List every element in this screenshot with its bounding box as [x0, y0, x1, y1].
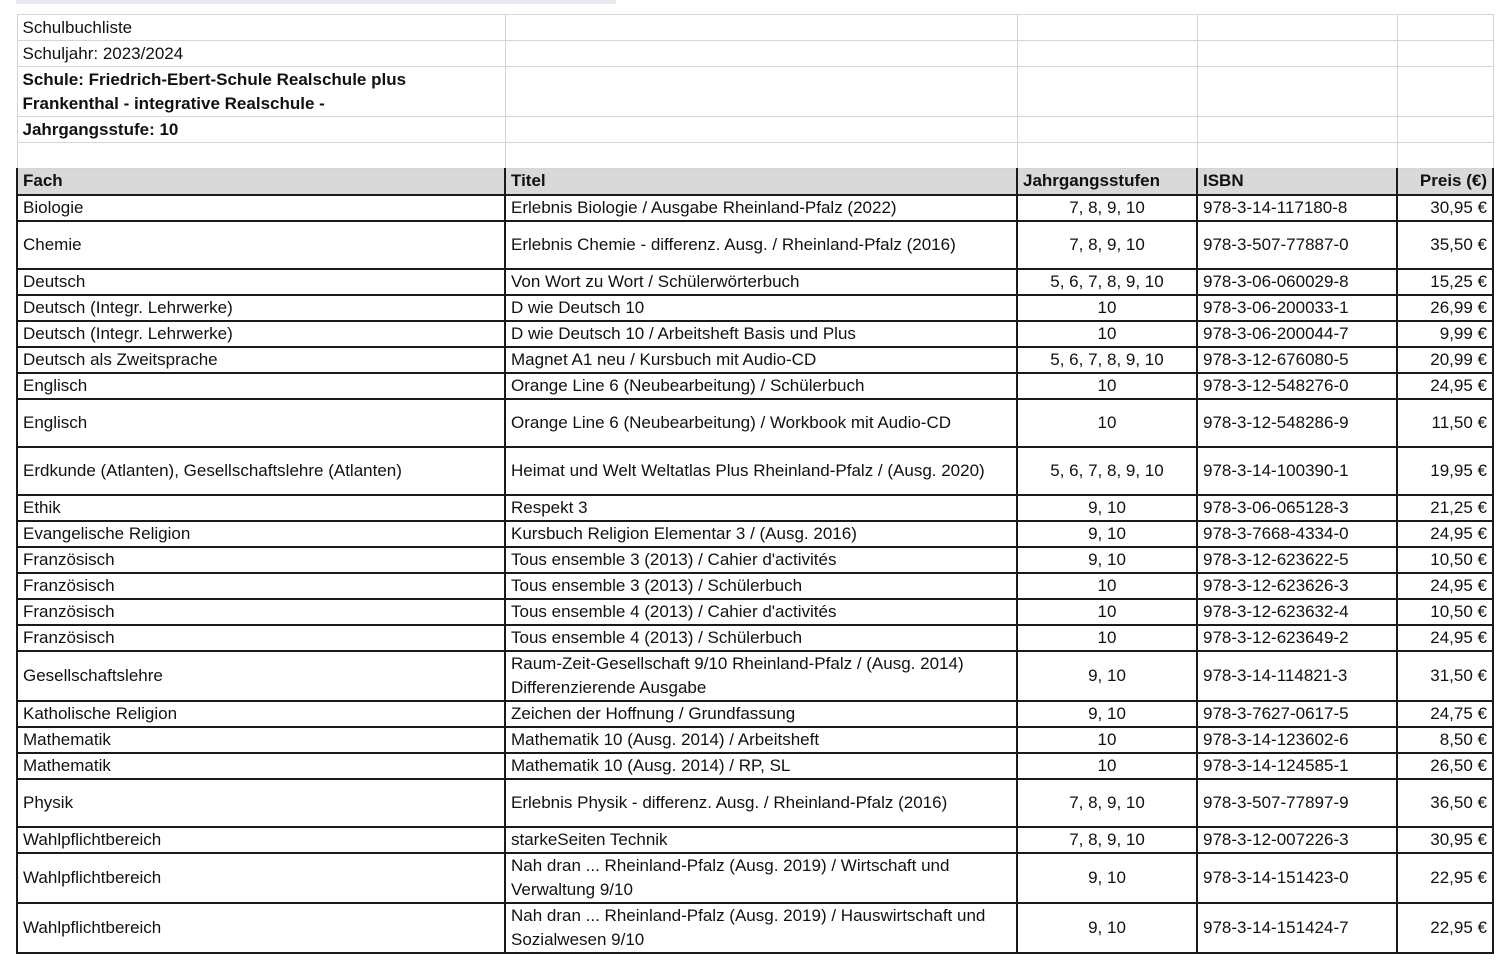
col-header-titel: Titel: [505, 169, 1017, 195]
cell-fach: Physik: [17, 779, 505, 827]
cell-titel: Heimat und Welt Weltatlas Plus Rheinland-Pfalz / (Ausg. 2020): [505, 447, 1017, 495]
cell-preis: 36,50 €: [1397, 779, 1493, 827]
cell-titel: D wie Deutsch 10 / Arbeitsheft Basis und Plus: [505, 321, 1017, 347]
table-row: [17, 495, 1493, 521]
table-row: [17, 347, 1493, 373]
cell-preis: 24,95 €: [1397, 625, 1493, 651]
table-row: [17, 269, 1493, 295]
col-header-fach: Fach: [17, 169, 505, 195]
cell-preis: 24,75 €: [1397, 701, 1493, 727]
cell-fach: Deutsch (Integr. Lehrwerke): [17, 321, 505, 347]
cell-isbn: 978-3-14-124585-1: [1197, 753, 1397, 779]
cell-fach: Ethik: [17, 495, 505, 521]
cell-fach: Mathematik: [17, 753, 505, 779]
cell-jahrgang: 5, 6, 7, 8, 9, 10: [1017, 347, 1197, 373]
school-name: [17, 67, 505, 117]
cell-jahrgang: 5, 6, 7, 8, 9, 10: [1017, 269, 1197, 295]
cell-jahrgang: 10: [1017, 295, 1197, 321]
table-row: [17, 373, 1493, 399]
cell-isbn: 978-3-14-123602-6: [1197, 727, 1397, 753]
table-row: [17, 701, 1493, 727]
cell-fach: Wahlpflichtbereich: [17, 853, 505, 903]
cell-fach: Katholische Religion: [17, 701, 505, 727]
cell-titel: Tous ensemble 4 (2013) / Schülerbuch: [505, 625, 1017, 651]
cell-titel: Erlebnis Physik - differenz. Ausg. / Rheinland-Pfalz (2016): [505, 779, 1017, 827]
table-row: [17, 599, 1493, 625]
cell-isbn: 978-3-12-623632-4: [1197, 599, 1397, 625]
cell-jahrgang: 10: [1017, 373, 1197, 399]
spacer-row: [17, 143, 1493, 169]
cell-titel: Tous ensemble 4 (2013) / Cahier d'activités: [505, 599, 1017, 625]
cell-titel: Magnet A1 neu / Kursbuch mit Audio-CD: [505, 347, 1017, 373]
table-row: [17, 447, 1493, 495]
table-row: [17, 853, 1493, 903]
cell-preis: 30,95 €: [1397, 827, 1493, 853]
cell-preis: 19,95 €: [1397, 447, 1493, 495]
cell-jahrgang: 9, 10: [1017, 651, 1197, 701]
cell-preis: 35,50 €: [1397, 221, 1493, 269]
cell-titel: Orange Line 6 (Neubearbeitung) / Workbook mit Audio-CD: [505, 399, 1017, 447]
table-row: [17, 827, 1493, 853]
cell-preis: 11,50 €: [1397, 399, 1493, 447]
cell-isbn: 978-3-06-060029-8: [1197, 269, 1397, 295]
cell-titel: Erlebnis Biologie / Ausgabe Rheinland-Pfalz (2022): [505, 195, 1017, 221]
cell-titel: Zeichen der Hoffnung / Grundfassung: [505, 701, 1017, 727]
cell-titel: Raum-Zeit-Gesellschaft 9/10 Rheinland-Pfalz / (Ausg. 2014) Differenzierende Ausgabe: [505, 651, 1017, 701]
table-row: [17, 321, 1493, 347]
cell-preis: 9,99 €: [1397, 321, 1493, 347]
cell-titel: Erlebnis Chemie - differenz. Ausg. / Rheinland-Pfalz (2016): [505, 221, 1017, 269]
cell-jahrgang: 7, 8, 9, 10: [1017, 827, 1197, 853]
table-row: [17, 573, 1493, 599]
cell-jahrgang: 5, 6, 7, 8, 9, 10: [1017, 447, 1197, 495]
cell-jahrgang: 9, 10: [1017, 903, 1197, 953]
cell-isbn: 978-3-12-676080-5: [1197, 347, 1397, 373]
cell-isbn: 978-3-06-065128-3: [1197, 495, 1397, 521]
cell-preis: 30,95 €: [1397, 195, 1493, 221]
table-row: [17, 753, 1493, 779]
cell-preis: 8,50 €: [1397, 727, 1493, 753]
cell-jahrgang: 10: [1017, 753, 1197, 779]
cell-fach: Wahlpflichtbereich: [17, 827, 505, 853]
cell-isbn: 978-3-14-117180-8: [1197, 195, 1397, 221]
cell-fach: Englisch: [17, 373, 505, 399]
cell-jahrgang: 9, 10: [1017, 701, 1197, 727]
cell-jahrgang: 7, 8, 9, 10: [1017, 195, 1197, 221]
table-row: [17, 221, 1493, 269]
cell-jahrgang: 10: [1017, 399, 1197, 447]
cell-preis: 31,50 €: [1397, 651, 1493, 701]
cell-isbn: 978-3-14-151424-7: [1197, 903, 1397, 953]
cell-jahrgang: 7, 8, 9, 10: [1017, 779, 1197, 827]
cell-jahrgang: 10: [1017, 727, 1197, 753]
cell-titel: Kursbuch Religion Elementar 3 / (Ausg. 2016): [505, 521, 1017, 547]
cell-preis: 10,50 €: [1397, 599, 1493, 625]
table-header: [17, 169, 1493, 195]
cell-preis: 26,50 €: [1397, 753, 1493, 779]
meta-row: [17, 67, 1493, 117]
table-row: [17, 399, 1493, 447]
table-row: [17, 521, 1493, 547]
cell-preis: 20,99 €: [1397, 347, 1493, 373]
cell-preis: 26,99 €: [1397, 295, 1493, 321]
cell-preis: 15,25 €: [1397, 269, 1493, 295]
cell-titel: D wie Deutsch 10: [505, 295, 1017, 321]
cell-preis: 10,50 €: [1397, 547, 1493, 573]
table-row: [17, 779, 1493, 827]
cell-preis: 24,95 €: [1397, 373, 1493, 399]
cell-isbn: 978-3-12-007226-3: [1197, 827, 1397, 853]
cell-isbn: 978-3-7668-4334-0: [1197, 521, 1397, 547]
cell-isbn: 978-3-14-100390-1: [1197, 447, 1397, 495]
cell-jahrgang: 10: [1017, 573, 1197, 599]
cell-fach: Wahlpflichtbereich: [17, 903, 505, 953]
cell-titel: Orange Line 6 (Neubearbeitung) / Schülerbuch: [505, 373, 1017, 399]
cell-titel: Tous ensemble 3 (2013) / Schülerbuch: [505, 573, 1017, 599]
cell-isbn: 978-3-7627-0617-5: [1197, 701, 1397, 727]
cell-isbn: 978-3-12-623622-5: [1197, 547, 1397, 573]
cell-isbn: 978-3-12-623626-3: [1197, 573, 1397, 599]
school-name-line2: Frankenthal - integrative Realschule -: [22, 93, 325, 113]
cell-preis: 24,95 €: [1397, 521, 1493, 547]
cell-fach: Chemie: [17, 221, 505, 269]
table-row: [17, 903, 1493, 953]
cell-titel: Von Wort zu Wort / Schülerwörterbuch: [505, 269, 1017, 295]
cell-titel: Tous ensemble 3 (2013) / Cahier d'activités: [505, 547, 1017, 573]
cell-isbn: 978-3-06-200044-7: [1197, 321, 1397, 347]
cell-jahrgang: 9, 10: [1017, 521, 1197, 547]
cell-fach: Französisch: [17, 625, 505, 651]
table-row: [17, 727, 1493, 753]
cell-isbn: 978-3-12-623649-2: [1197, 625, 1397, 651]
col-header-preis: Preis (€): [1397, 169, 1493, 195]
table-row: [17, 195, 1493, 221]
cell-fach: Erdkunde (Atlanten), Gesellschaftslehre (Atlanten): [17, 447, 505, 495]
cell-fach: Deutsch als Zweitsprache: [17, 347, 505, 373]
list-title: Schulbuchliste: [17, 15, 505, 41]
cell-preis: 21,25 €: [1397, 495, 1493, 521]
cell-preis: 24,95 €: [1397, 573, 1493, 599]
cell-fach: Deutsch: [17, 269, 505, 295]
cell-jahrgang: 10: [1017, 321, 1197, 347]
table-row: [17, 651, 1493, 701]
cell-fach: Mathematik: [17, 727, 505, 753]
school-year: Schuljahr: 2023/2024: [17, 41, 505, 67]
cell-titel: Mathematik 10 (Ausg. 2014) / RP, SL: [505, 753, 1017, 779]
col-header-isbn: ISBN: [1197, 169, 1397, 195]
cell-titel: Nah dran ... Rheinland-Pfalz (Ausg. 2019) / Hauswirtschaft und Sozialwesen 9/10: [505, 903, 1017, 953]
col-header-jahrgang: Jahrgangsstufen: [1017, 169, 1197, 195]
cell-fach: Französisch: [17, 573, 505, 599]
cell-fach: Deutsch (Integr. Lehrwerke): [17, 295, 505, 321]
cell-titel: Respekt 3: [505, 495, 1017, 521]
top-strip: [16, 0, 616, 4]
cell-jahrgang: 10: [1017, 625, 1197, 651]
cell-jahrgang: 10: [1017, 599, 1197, 625]
table-row: [17, 295, 1493, 321]
cell-isbn: 978-3-06-200033-1: [1197, 295, 1397, 321]
cell-preis: 22,95 €: [1397, 903, 1493, 953]
cell-jahrgang: 7, 8, 9, 10: [1017, 221, 1197, 269]
cell-isbn: 978-3-14-151423-0: [1197, 853, 1397, 903]
cell-isbn: 978-3-507-77897-9: [1197, 779, 1397, 827]
meta-row: [17, 15, 1493, 41]
cell-jahrgang: 9, 10: [1017, 547, 1197, 573]
grade-level: Jahrgangsstufe: 10: [17, 117, 505, 143]
table-row: [17, 547, 1493, 573]
table-row: [17, 625, 1493, 651]
cell-isbn: 978-3-507-77887-0: [1197, 221, 1397, 269]
cell-titel: starkeSeiten Technik: [505, 827, 1017, 853]
cell-fach: Englisch: [17, 399, 505, 447]
cell-isbn: 978-3-14-114821-3: [1197, 651, 1397, 701]
meta-row: [17, 41, 1493, 67]
cell-fach: Französisch: [17, 547, 505, 573]
cell-fach: Französisch: [17, 599, 505, 625]
cell-jahrgang: 9, 10: [1017, 853, 1197, 903]
school-book-list-table: [16, 14, 1494, 954]
school-name-line1: Schule: Friedrich-Ebert-Schule Realschule plus: [22, 69, 407, 89]
cell-titel: Nah dran ... Rheinland-Pfalz (Ausg. 2019) / Wirtschaft und Verwaltung 9/10: [505, 853, 1017, 903]
cell-jahrgang: 9, 10: [1017, 495, 1197, 521]
cell-fach: Biologie: [17, 195, 505, 221]
cell-isbn: 978-3-12-548276-0: [1197, 373, 1397, 399]
cell-titel: Mathematik 10 (Ausg. 2014) / Arbeitsheft: [505, 727, 1017, 753]
cell-fach: Gesellschaftslehre: [17, 651, 505, 701]
cell-fach: Evangelische Religion: [17, 521, 505, 547]
cell-isbn: 978-3-12-548286-9: [1197, 399, 1397, 447]
meta-row: [17, 117, 1493, 143]
cell-preis: 22,95 €: [1397, 853, 1493, 903]
